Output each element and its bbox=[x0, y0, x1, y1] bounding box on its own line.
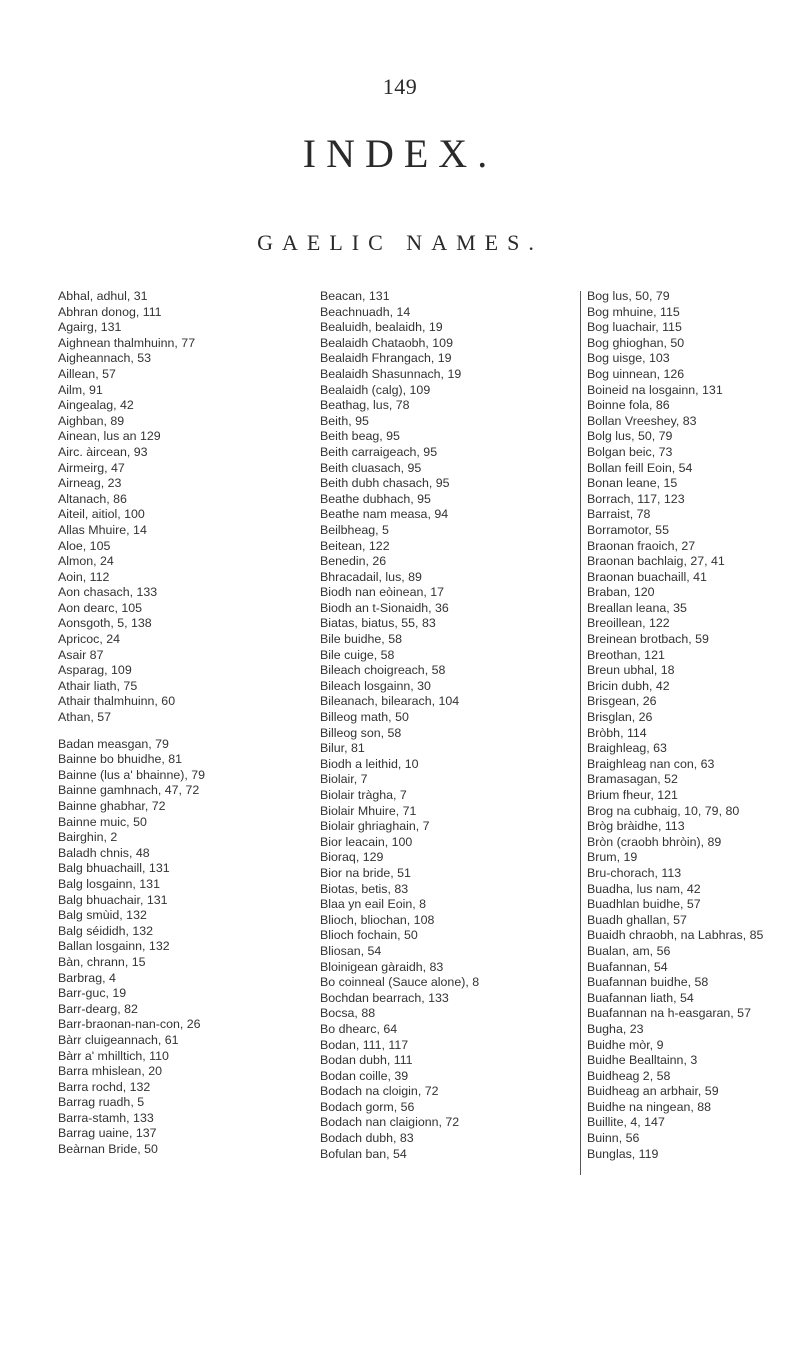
index-entry: Barr-guc, 19 bbox=[58, 986, 127, 1001]
index-entry: Bodach gorm, 56 bbox=[320, 1099, 415, 1114]
index-entry: Bollan feill Eoin, 54 bbox=[587, 460, 693, 475]
index-entry: Athair liath, 75 bbox=[58, 678, 138, 693]
index-entry: Aighban, 89 bbox=[58, 413, 125, 428]
index-column-3 bbox=[587, 289, 792, 1162]
index-entry: Brium fheur, 121 bbox=[587, 788, 678, 802]
index-entry: Blaa yn eail Eoin, 8 bbox=[320, 897, 427, 912]
index-entry: Billeog son, 58 bbox=[320, 725, 402, 740]
index-entry: Baladh chnis, 48 bbox=[58, 845, 150, 860]
index-entry: Buafannan, 54 bbox=[587, 959, 668, 974]
index-entry: Allas Mhuire, 14 bbox=[58, 522, 147, 537]
index-entry: Bhracadail, lus, 89 bbox=[320, 569, 422, 584]
index-entry: Breothan, 121 bbox=[587, 647, 665, 662]
index-entry: Bealaidh Fhrangach, 19 bbox=[320, 351, 452, 366]
index-entry: Balg séididh, 132 bbox=[58, 923, 154, 938]
index-entry: Bairghin, 2 bbox=[58, 830, 118, 845]
index-entry: Billeog math, 50 bbox=[320, 710, 409, 725]
index-entry: Bodan, 111, 117 bbox=[320, 1037, 409, 1052]
index-entry: Badan measgan, 79 bbox=[58, 736, 169, 751]
index-entry: Bru-chorach, 113 bbox=[587, 865, 682, 880]
index-entry: Bloinigean gàraidh, 83 bbox=[320, 959, 444, 974]
index-entry: Bricin dubh, 42 bbox=[587, 678, 670, 693]
index-entry: Biodh a leithid, 10 bbox=[320, 756, 419, 771]
index-entry: Bocsa, 88 bbox=[320, 1006, 376, 1021]
index-entry: Biolair ghriaghain, 7 bbox=[320, 819, 430, 834]
index-entry: Barbrag, 4 bbox=[58, 970, 116, 985]
index-entry: Bog mhuine, 115 bbox=[587, 304, 680, 319]
index-entry: Biotas, betis, 83 bbox=[320, 881, 409, 896]
index-entry: Aighnean thalmhuinn, 77 bbox=[58, 335, 196, 350]
index-entry: Biolair Mhuire, 71 bbox=[320, 803, 417, 818]
index-entry: Balg bhuachaill, 131 bbox=[58, 861, 170, 876]
index-entry: Boineid na losgainn, 131 bbox=[587, 382, 723, 397]
index-entry: Braonan bachlaig, 27, 41 bbox=[587, 554, 725, 569]
index-entry: Bainne gamhnach, 47, 72 bbox=[58, 783, 200, 798]
index-entry: Airc. àircean, 93 bbox=[58, 444, 148, 459]
index-entry: Bramasagan, 52 bbox=[587, 772, 678, 787]
index-entry: Bior leacain, 100 bbox=[320, 834, 413, 849]
index-entry: Bog ghioghan, 50 bbox=[587, 335, 685, 350]
index-entry: Aon chasach, 133 bbox=[58, 585, 158, 600]
index-entry: Beith beag, 95 bbox=[320, 429, 400, 444]
index-entry: Bog uisge, 103 bbox=[587, 351, 670, 366]
index-entry: Beith carraigeach, 95 bbox=[320, 444, 438, 459]
index-entry: Aoin, 112 bbox=[58, 569, 110, 584]
index-entry: Beachnuadh, 14 bbox=[320, 304, 411, 319]
index-entry: Aigheannach, 53 bbox=[58, 351, 152, 366]
index-entry: Bealaidh Shasunnach, 19 bbox=[320, 366, 462, 381]
index-entry: Bàn, chrann, 15 bbox=[58, 954, 146, 969]
index-entry: Athan, 57 bbox=[58, 710, 112, 725]
index-entry: Bodach na cloigin, 72 bbox=[320, 1084, 439, 1099]
index-entry: Bealaidh Chataobh, 109 bbox=[320, 335, 453, 350]
index-entry: Bile cuige, 58 bbox=[320, 647, 395, 662]
index-entry: Breallan leana, 35 bbox=[587, 600, 687, 615]
index-entry: Borrach, 117, 123 bbox=[587, 491, 685, 506]
index-entry: Beilbheag, 5 bbox=[320, 522, 389, 537]
index-entry: Bualan, am, 56 bbox=[587, 943, 671, 958]
index-entry: Aillean, 57 bbox=[58, 366, 116, 381]
index-entry: Buadha, lus nam, 42 bbox=[587, 881, 701, 896]
index-entry: Biolair, 7 bbox=[320, 772, 368, 787]
index-entry: Aonsgoth, 5, 138 bbox=[58, 616, 152, 631]
index-entry: Breun ubhal, 18 bbox=[587, 663, 675, 678]
index-entry: Bealaidh (calg), 109 bbox=[320, 382, 431, 397]
index-entry: Bainne ghabhar, 72 bbox=[58, 799, 166, 813]
group-separator bbox=[58, 726, 248, 737]
index-entry: Beathe dubhach, 95 bbox=[320, 491, 431, 506]
index-entry: Bròn (craobh bhròin), 89 bbox=[587, 834, 722, 849]
index-entry: Braighleag nan con, 63 bbox=[587, 756, 715, 771]
index-entry: Buinn, 56 bbox=[587, 1131, 640, 1146]
index-entry: Buidhe na ningean, 88 bbox=[587, 1099, 712, 1114]
index-entry: Ballan losgainn, 132 bbox=[58, 939, 170, 954]
index-entry: Bròbh, 114 bbox=[587, 725, 647, 740]
index-entry: Braonan buachaill, 41 bbox=[587, 569, 707, 584]
index-entry: Buadhlan buidhe, 57 bbox=[587, 897, 701, 912]
index-entry: Bileanach, bilearach, 104 bbox=[320, 694, 460, 709]
section-title: GAELIC NAMES. bbox=[257, 230, 543, 255]
index-entry: Blioch fochain, 50 bbox=[320, 928, 418, 943]
index-entry: Balg smùid, 132 bbox=[58, 908, 147, 923]
index-entry: Beacan, 131 bbox=[320, 289, 390, 303]
index-entry: Buafannan liath, 54 bbox=[587, 990, 694, 1005]
index-entry: Aingealag, 42 bbox=[58, 398, 134, 413]
index-entry: Buidhe mòr, 9 bbox=[587, 1037, 664, 1052]
index-entry: Biodh nan eòinean, 17 bbox=[320, 585, 445, 600]
index-entry: Beathe nam measa, 94 bbox=[320, 507, 449, 522]
index-entry: Buadh ghallan, 57 bbox=[587, 912, 687, 927]
index-entry: Barra rochd, 132 bbox=[58, 1079, 151, 1094]
index-entry: Beitean, 122 bbox=[320, 538, 390, 553]
index-entry: Bolg lus, 50, 79 bbox=[587, 429, 673, 444]
index-entry: Buafannan buidhe, 58 bbox=[587, 975, 709, 990]
index-entry: Braban, 120 bbox=[587, 585, 655, 600]
index-entry: Biolair tràgha, 7 bbox=[320, 788, 407, 802]
index-column-1 bbox=[58, 289, 248, 1158]
index-entry: Aloe, 105 bbox=[58, 538, 111, 553]
index-entry: Beathag, lus, 78 bbox=[320, 398, 410, 413]
index-entry: Bolgan beic, 73 bbox=[587, 444, 673, 459]
index-entry: Barra-stamh, 133 bbox=[58, 1110, 154, 1125]
index-entry: Bàrr cluigeannach, 61 bbox=[58, 1032, 179, 1047]
index-entry: Bàrr a' mhilltich, 110 bbox=[58, 1048, 169, 1063]
index-entry: Buidheag an arbhair, 59 bbox=[587, 1084, 719, 1099]
index-entry: Biatas, biatus, 55, 83 bbox=[320, 616, 436, 631]
index-column-2 bbox=[320, 289, 530, 1162]
index-entry: Bochdan bearrach, 133 bbox=[320, 990, 449, 1005]
index-title: INDEX. bbox=[302, 131, 498, 176]
index-entry: Bollan Vreeshey, 83 bbox=[587, 413, 697, 428]
page-number: 149 bbox=[382, 74, 418, 99]
index-entry: Asair 87 bbox=[58, 647, 104, 662]
index-entry: Bo dhearc, 64 bbox=[320, 1021, 398, 1036]
index-entry: Biodh an t-Sionaidh, 36 bbox=[320, 600, 449, 615]
index-entry: Buaidh chraobh, na Labhras, 85 bbox=[587, 928, 764, 943]
index-entry: Barra mhislean, 20 bbox=[58, 1064, 162, 1079]
index-entry: Beith dubh chasach, 95 bbox=[320, 476, 450, 491]
column-bracket bbox=[580, 291, 581, 1175]
index-entry: Bròg bràidhe, 113 bbox=[587, 819, 685, 834]
index-entry: Barr-dearg, 82 bbox=[58, 1001, 138, 1016]
index-entry: Blioch, bliochan, 108 bbox=[320, 912, 435, 927]
index-entry: Ailm, 91 bbox=[58, 382, 103, 397]
index-entry: Bunglas, 119 bbox=[587, 1146, 659, 1161]
index-entry: Balg losgainn, 131 bbox=[58, 876, 160, 891]
index-entry: Athair thalmhuinn, 60 bbox=[58, 694, 176, 709]
index-entry: Bioraq, 129 bbox=[320, 850, 384, 865]
index-entry: Brum, 19 bbox=[587, 850, 638, 865]
index-entry: Bodan coille, 39 bbox=[320, 1068, 409, 1083]
index-entry: Braonan fraoich, 27 bbox=[587, 538, 696, 553]
index-entry: Bog uinnean, 126 bbox=[587, 366, 685, 381]
index-entry: Bodach dubh, 83 bbox=[320, 1131, 414, 1146]
index-entry: Beàrnan Bride, 50 bbox=[58, 1142, 158, 1157]
index-entry: Bog luachair, 115 bbox=[587, 320, 682, 335]
index-entry: Bileach choigreach, 58 bbox=[320, 663, 446, 678]
index-entry: Buafannan na h-easgaran, 57 bbox=[587, 1006, 751, 1021]
index-entry: Buidhe Bealltainn, 3 bbox=[587, 1053, 698, 1068]
index-entry: Borramotor, 55 bbox=[587, 522, 669, 537]
index-entry: Beith cluasach, 95 bbox=[320, 460, 422, 475]
index-entry: Bilur, 81 bbox=[320, 741, 365, 756]
index-entry: Brog na cubhaig, 10, 79, 80 bbox=[587, 803, 740, 818]
index-entry: Bainne muic, 50 bbox=[58, 814, 147, 829]
index-entry: Ainean, lus an 129 bbox=[58, 429, 161, 444]
index-entry: Buidheag 2, 58 bbox=[587, 1068, 671, 1083]
index-entry: Braighleag, 63 bbox=[587, 741, 667, 756]
index-entry: Agairg, 131 bbox=[58, 320, 122, 335]
index-entry: Bior na bride, 51 bbox=[320, 865, 411, 880]
index-entry: Bileach losgainn, 30 bbox=[320, 678, 431, 693]
index-entry: Bainne bo bhuidhe, 81 bbox=[58, 752, 183, 767]
index-entry: Benedin, 26 bbox=[320, 554, 387, 569]
index-entry: Bliosan, 54 bbox=[320, 943, 382, 958]
index-entry: Balg bhuachair, 131 bbox=[58, 892, 168, 907]
index-entry: Barrag uaine, 137 bbox=[58, 1126, 157, 1141]
index-entry: Breoillean, 122 bbox=[587, 616, 670, 631]
index-entry: Airneag, 23 bbox=[58, 476, 122, 491]
index-entry: Asparag, 109 bbox=[58, 663, 132, 678]
index-entry: Aon dearc, 105 bbox=[58, 600, 143, 615]
index-entry: Breinean brotbach, 59 bbox=[587, 632, 709, 647]
index-entry: Bile buidhe, 58 bbox=[320, 632, 402, 647]
index-entry: Bofulan ban, 54 bbox=[320, 1146, 407, 1161]
index-entry: Altanach, 86 bbox=[58, 491, 127, 506]
index-entry: Boinne fola, 86 bbox=[587, 398, 670, 413]
index-entry: Bodan dubh, 111 bbox=[320, 1053, 413, 1068]
index-entry: Bonan leane, 15 bbox=[587, 476, 678, 491]
index-entry: Barraist, 78 bbox=[587, 507, 651, 522]
index-entry: Abhran donog, 111 bbox=[58, 304, 162, 319]
index-entry: Beith, 95 bbox=[320, 413, 369, 428]
index-entry: Aiteil, aitiol, 100 bbox=[58, 507, 145, 522]
index-entry: Bealuidh, bealaidh, 19 bbox=[320, 320, 443, 335]
index-entry: Bo coinneal (Sauce alone), 8 bbox=[320, 975, 480, 990]
index-entry: Bugha, 23 bbox=[587, 1021, 644, 1036]
index-entry: Airmeirg, 47 bbox=[58, 460, 125, 475]
index-entry: Bodach nan claigionn, 72 bbox=[320, 1115, 460, 1130]
index-entry: Barrag ruadh, 5 bbox=[58, 1095, 145, 1110]
index-entry: Almon, 24 bbox=[58, 554, 114, 569]
index-entry: Buillite, 4, 147 bbox=[587, 1115, 665, 1130]
index-entry: Brisgean, 26 bbox=[587, 694, 657, 709]
index-entry: Bainne (lus a' bhainne), 79 bbox=[58, 767, 206, 782]
index-entry: Apricoc, 24 bbox=[58, 632, 120, 647]
index-entry: Barr-braonan-nan-con, 26 bbox=[58, 1017, 201, 1032]
index-entry: Bog lus, 50, 79 bbox=[587, 289, 670, 303]
index-entry: Brisglan, 26 bbox=[587, 710, 653, 725]
index-entry: Abhal, adhul, 31 bbox=[58, 289, 148, 303]
